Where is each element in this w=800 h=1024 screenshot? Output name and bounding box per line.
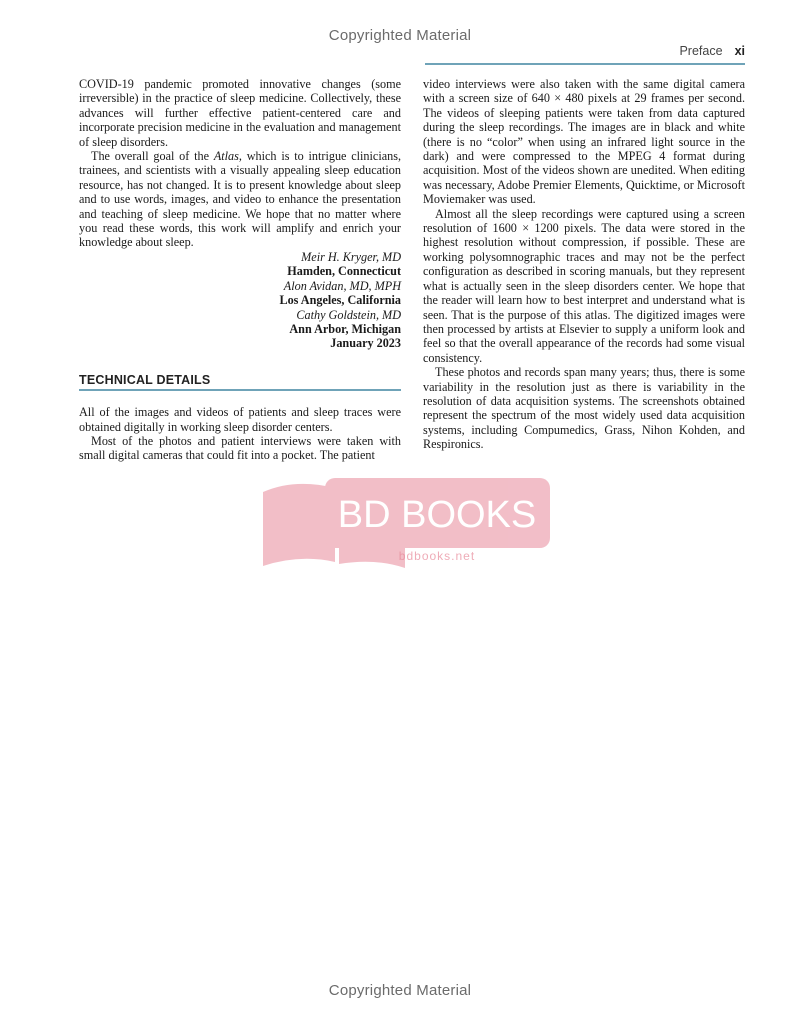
logo-text: BD BOOKS: [337, 494, 537, 536]
paragraph-images: All of the images and videos of patients and sleep traces were obtained digitally in working sleep disorder centers.: [79, 405, 401, 434]
running-head-label: Preface: [679, 44, 723, 58]
preface-date: January 2023: [330, 336, 401, 351]
copyright-watermark-top: Copyrighted Material: [328, 27, 472, 44]
running-head: [425, 44, 745, 62]
page-number: xi: [734, 44, 745, 58]
paragraph-overall-goal: [79, 149, 401, 250]
paragraph-video: video interviews were also taken with the same digital camera with a screen size of 640 × 480 pixels at 29 frames per second. The videos of sleeping patients were taken from data captured during the sleep recordings. The images are in black and white (there is no “color” when using an infrared light source in the dark) and were compressed to the MPEG 4 format during acquisition. Most of the videos shown are unedited. When editing was necessary, Adobe Premier Elements, Quicktime, or Microsoft Moviemaker was used.: [423, 77, 745, 207]
author-place: Hamden, Connecticut: [287, 264, 401, 279]
author-place: Los Angeles, California: [279, 293, 401, 308]
paragraph-covid: COVID-19 pandemic promoted innovative changes (some irreversible) in the practice of sleep medicine. Collectively, these advances will further effective patient-centered care and incorporate precision medicine in the evaluation and management of sleep disorders.: [79, 77, 401, 149]
logo-left-page: [263, 484, 335, 566]
copyright-watermark-bottom: Copyrighted Material: [328, 982, 472, 999]
paragraph-goal-end: which is to intrigue clinicians, trainees, and scientists with a visually appealing sleep education resource, has not changed. It is to present knowledge about sleep and to use words, images, and video to enhance the presentation and teaching of sleep medicine. We hope that no matter where you read these words, this work will amplify and enrich your knowledge about sleep.: [79, 149, 401, 250]
header-rule: [425, 63, 745, 65]
author-place: Ann Arbor, Michigan: [289, 321, 401, 336]
atlas-italic: Atlas,: [213, 149, 242, 164]
author-name: Meir H. Kryger, MD: [301, 249, 401, 264]
bd-books-logo: [255, 470, 555, 575]
paragraph-variability: These photos and records span many years; thus, there is some variability in the resolution just as there is variability in the resolution of data acquisition systems. The screenshots obtained represent the spectrum of the most widely used data acquisition systems, including Compumedics, Grass, Nihon Kohden, and Respironics.: [423, 365, 745, 452]
paragraph-recordings: Almost all the sleep recordings were captured using a screen resolution of 1600 × 1200 pixels. The data were stored in the highest resolution without compression, if possible. These are working polysomnographic traces and may not be the perfect configuration as described in scoring manuals, but they represent what is actually seen in the sleep disorders center. We hope that the reader will learn how to best interpret and understand what is seen. That is the purpose of this atlas. The digitized images were then processed by artists at Elsevier to supply a uniform look and feel so that the overall appearance of the records had some visual consistency.: [423, 206, 745, 365]
author-name: Cathy Goldstein, MD: [296, 307, 401, 322]
paragraph-photos: Most of the photos and patient interviews were taken with small digital cameras that could fit into a pocket. The patient: [79, 433, 401, 463]
section-rule: [79, 389, 401, 391]
author-name: Alon Avidan, MD, MPH: [283, 278, 401, 293]
paragraph-goal-start: The overall goal of the: [91, 149, 214, 164]
technical-details-section: [79, 373, 401, 391]
signature-block: [79, 250, 401, 351]
right-column: [423, 77, 745, 452]
left-column: [79, 77, 401, 463]
logo-url: bdbooks.net: [398, 549, 476, 563]
section-heading: TECHNICAL DETAILS: [79, 372, 211, 387]
